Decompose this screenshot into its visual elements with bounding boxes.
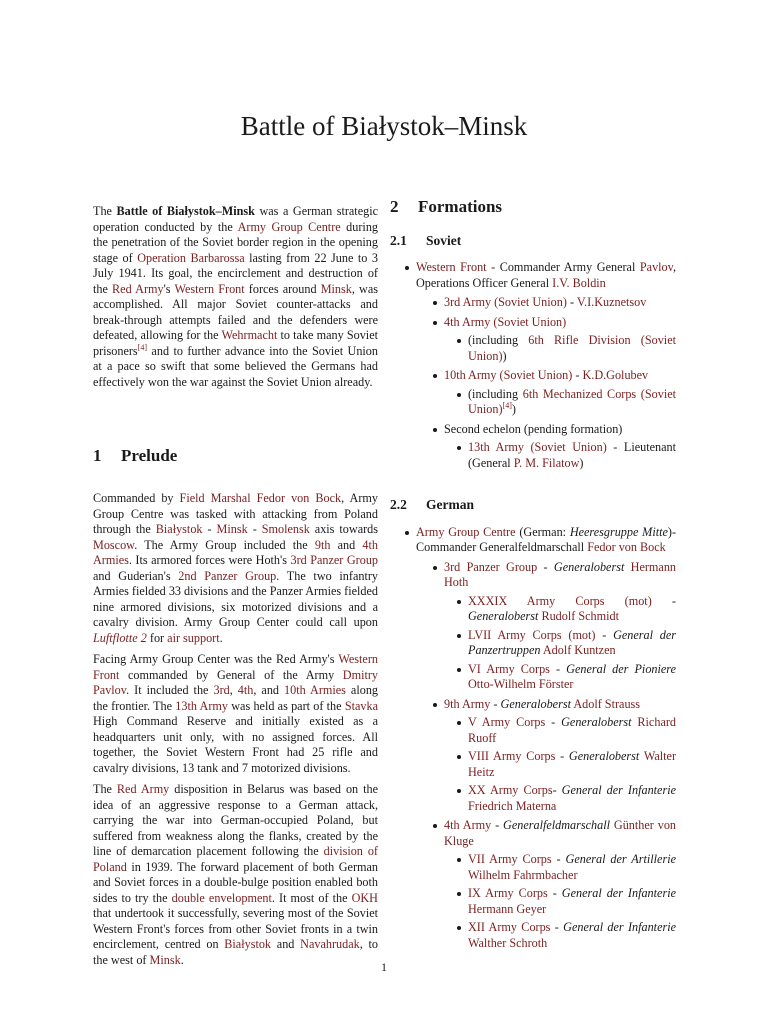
link-9th-army[interactable]: 9th [314,537,331,552]
link-kuznetsov[interactable]: V.I.Kuznetsov [576,295,647,309]
link-minsk[interactable]: Minsk [149,952,181,967]
german-formations-list [390,525,676,952]
list-item: XII Army Corps - General der Infanterie Walther Schroth [468,920,677,950]
link-luftflotte-2[interactable]: Luftflotte 2 [93,630,147,645]
link-fedor-von-bock[interactable]: Field Marshal Fedor von Bock [179,491,342,505]
link-operation-barbarossa[interactable]: Operation Barbarossa [137,250,245,265]
link-boldin[interactable]: I.V. Boldin [552,275,606,290]
link-2nd-panzer-group[interactable]: 2nd Panzer Group [178,568,277,583]
sub-list [444,333,676,364]
list-item: 4th Army - Generalfeldmarschall Günther von Kluge VII Army Corps - General der Artillerie Wilhelm Fahrmbacher IX Army Corps - General der Infanterie Hermann Geyer XII Army Corps - General der Infanterie Walther Schroth [444,818,677,950]
link-western-front[interactable]: Western Front [416,260,487,274]
list-item: Second echelon (pending formation) 13th Army (Soviet Union) - Lieutenant (General P. M. Filatow) [444,421,676,470]
link-ix-corps[interactable]: IX Army Corps [468,886,548,900]
link-6th-rifle-division[interactable]: 6th Rifle Division (Soviet Union) [468,333,676,363]
list-item: Western Front - Commander Army General Pavlov, Operations Officer General I.V. Boldin 3rd Army (Soviet Union) - V.I.Kuznetsov 4th Army (Soviet Union) (including 6th Rifle Division (Soviet Union)) 10th Army (Soviet Union) - K.D.Golubev (including 6th Mechanized Corps (Soviet Union)[4]) Second echelon (pending formation) 13th Army (Soviet Union) - Lieutenant (General P. M. Filatow) [416,260,676,470]
link-richard-ruoff[interactable]: Richard Ruoff [468,715,677,745]
link-10th-army-soviet[interactable]: 10th Army (Soviet Union) [444,368,573,382]
link-red-army[interactable]: Red Army [116,782,170,796]
link-red-army[interactable]: Red Army [112,281,164,296]
soviet-formations-list [390,260,676,471]
section-heading-formations: 2 Formations [390,197,503,216]
link-xxxix-corps[interactable]: XXXIX Army Corps (mot) [468,593,652,608]
link-double-envelopment[interactable]: double envelopment [171,890,272,905]
prelude-paragraph-1: Commanded by Field Marshal Fedor von Bock, Army Group Centre was tasked with attacking from Poland through the Białystok - Minsk - Smolensk axis towards Moscow. The Army Group included the 9th and 4th Armies. Its armored forces were Hoth's 3rd Panzer Group and Guderian's 2nd Panzer Group. The two infantry Armies fielded 33 divisions and the Panzer Armies fielded nine armored divisions, six motorized divisions and a cavalry division. Army Group Center could call upon Luftflotte 2 for air support. [93,491,379,645]
link-smolensk[interactable]: Smolensk [261,522,310,536]
link-gunther-von-kluge[interactable]: Günther von Kluge [444,818,677,848]
link-moscow[interactable]: Moscow [93,537,135,552]
link-otto-wilhelm-forster[interactable]: Otto-Wilhelm Förster [468,677,574,691]
link-lvii-corps[interactable]: LVII Army Corps (mot) [468,627,596,642]
link-army-group-centre[interactable]: Army Group Centre [237,219,341,234]
link-vi-corps[interactable]: VI Army Corps [468,661,550,676]
sub-list [444,387,676,418]
link-air-support[interactable]: air support [167,630,220,645]
intro-paragraph: The Battle of Białystok–Minsk was a German strategic operation conducted by the Army Group Centre during the penetration of the Soviet border region in the opening stage of Operation Barbarossa lasting from 22 June to 3 July 1941. Its goal, the encirclement and destruction of the Red Army's Western Front forces around Minsk, was accomplished. All major Soviet counter-attacks and break-through attempts failed and the defenders were defeated, allowing for the Wehrmacht to take many Soviet prisoners[4] and to further advance into the Soviet Union at a pace so swift that some believed the Germans had effectively won the war against the Soviet Union already. [93,204,379,389]
link-6th-mechanized-corps[interactable]: 6th Mechanized Corps (Soviet Union) [468,386,676,416]
list-item: (including 6th Mechanized Corps (Soviet Union)[4]) [468,386,676,416]
sub-list [444,440,676,471]
formations-column [390,199,676,951]
link-xii-corps[interactable]: XII Army Corps [468,920,551,934]
sub-list [444,852,676,951]
list-item: XXXIX Army Corps (mot) - Generaloberst Rudolf Schmidt [468,593,676,623]
link-division-of-poland[interactable]: division of Poland [93,844,378,874]
sub-list [444,594,676,693]
link-okh[interactable]: OKH [351,890,378,905]
reference-link[interactable]: [4] [502,400,512,410]
link-minsk[interactable]: Minsk [320,281,352,296]
link-golubev[interactable]: K.D.Golubev [582,368,649,382]
link-pavlov[interactable]: Pavlov [639,260,673,274]
link-4th-army-soviet[interactable]: 4th Army (Soviet Union) [444,314,567,329]
link-bialystok[interactable]: Białystok [224,937,272,951]
link-adolf-strauss[interactable]: Adolf Strauss [573,696,641,711]
link-bialystok[interactable]: Białystok [155,522,203,536]
subsection-heading-soviet: 2.1 Soviet [390,232,462,248]
german-armies-list [416,560,676,952]
link-walter-heitz[interactable]: Walter Heitz [468,749,677,779]
list-item: IX Army Corps - General der Infanterie Hermann Geyer [468,886,676,916]
list-item [444,315,676,365]
list-item: (including 6th Rifle Division (Soviet Union)) [468,333,676,363]
link-minsk[interactable]: Minsk [216,522,248,536]
list-item: VIII Army Corps - Generaloberst Walter Heitz [468,749,677,779]
link-rudolf-schmidt[interactable]: Rudolf Schmidt [541,609,619,623]
link-fedor-von-bock[interactable]: Fedor von Bock [587,540,666,554]
link-xx-corps[interactable]: XX Army Corps [468,783,553,797]
link-3rd-panzer-group[interactable]: 3rd Panzer Group [290,553,379,567]
list-item: 3rd Army (Soviet Union) - V.I.Kuznetsov [444,295,676,311]
sub-list [444,715,676,814]
section-heading-prelude: 1 Prelude [93,446,178,465]
list-item: 13th Army (Soviet Union) - Lieutenant (General P. M. Filatow) [468,440,676,470]
link-dmitry-pavlov[interactable]: Dmitry Pavlov [93,667,378,697]
link-10th-army[interactable]: 10th Armies [284,683,346,697]
list-item: Army Group Centre (German: Heeresgruppe Mitte)- Commander Generalfeldmarschall Fedor von Bock 3rd Panzer Group - Generaloberst Hermann Hoth XXXIX Army Corps (mot) - Generaloberst Rudolf Schmidt LVII Army Corps (mot) - General der Panzertruppen Adolf Kuntzen VI Army Corps - General der Pioniere Otto-Wilhelm Förster 9th Army - Generaloberst Adolf Strauss V Army Corps - Generaloberst Richard Ruoff VIII Army Corps - Generaloberst Walter Heitz XX Army Corps- General der Infanterie Friedrich Materna 4th Army - Generalfeldmarschall Günther von Kluge VII Army Corps - General der Artillerie Wilhelm Fahrmbacher IX Army Corps - General der Infanterie Hermann Geyer XII Army Corps - General der Infanterie Walther Schroth [416,524,677,950]
link-walther-schroth[interactable]: Walther Schroth [468,935,548,950]
link-filatow[interactable]: P. M. Filatow [513,455,580,470]
link-adolf-kuntzen[interactable]: Adolf Kuntzen [542,643,616,657]
link-western-front[interactable]: Western Front [93,652,378,682]
list-item: 3rd Panzer Group - Generaloberst Hermann Hoth XXXIX Army Corps (mot) - Generaloberst Rudolf Schmidt LVII Army Corps (mot) - General der Panzertruppen Adolf Kuntzen VI Army Corps - General der Pioniere Otto-Wilhelm Förster [444,559,677,691]
link-navahrudak[interactable]: Navahrudak [300,937,360,951]
list-item: VI Army Corps - General der Pioniere Otto-Wilhelm Förster [468,661,676,691]
link-3rd-panzer-group[interactable]: 3rd Panzer Group [444,559,538,574]
link-13th-army[interactable]: 13th Army [175,698,228,713]
link-v-corps[interactable]: V Army Corps [468,715,546,729]
link-vii-corps[interactable]: VII Army Corps [468,852,552,866]
list-item: V Army Corps - Generaloberst Richard Ruoff [468,715,677,745]
prelude-body [93,491,378,968]
intro-paragraph-block [93,204,378,390]
page-number: 1 [381,960,387,974]
list-item: XX Army Corps- General der Infanterie Friedrich Materna [468,783,676,813]
link-wehrmacht[interactable]: Wehrmacht [221,328,278,342]
link-stavka[interactable]: Stavka [344,698,378,713]
link-4th-army[interactable]: 4th [237,683,254,697]
link-army-group-centre[interactable]: Army Group Centre [416,524,516,539]
list-item: 10th Army (Soviet Union) - K.D.Golubev (including 6th Mechanized Corps (Soviet Union)[4]) [444,368,676,416]
reference-link[interactable]: [4] [137,342,148,352]
subsection-heading-german: 2.2 German [390,497,474,512]
page-title: Battle of Białystok–Minsk [240,111,528,141]
link-4th-army[interactable]: 4th Army [444,818,492,832]
list-item: LVII Army Corps (mot) - General der Panzertruppen Adolf Kuntzen [468,627,677,657]
list-item: 9th Army - Generaloberst Adolf Strauss V Army Corps - Generaloberst Richard Ruoff VIII Army Corps - Generaloberst Walter Heitz XX Army Corps- General der Infanterie Friedrich Materna [444,696,677,813]
list-item: VII Army Corps - General der Artillerie Wilhelm Fahrmbacher [468,852,676,882]
link-4th-army[interactable]: 4th Armies [93,537,378,567]
link-hermann-geyer[interactable]: Hermann Geyer [468,901,547,916]
link-3rd-army-soviet[interactable]: 3rd Army (Soviet Union) [444,295,567,309]
link-9th-army[interactable]: 9th Army [444,696,491,711]
link-wilhelm-fahrmbacher[interactable]: Wilhelm Fahrmbacher [468,867,578,882]
link-viii-corps[interactable]: VIII Army Corps [468,749,556,763]
link-western-front[interactable]: Western Front [174,281,245,296]
soviet-armies-list [416,295,676,471]
link-13th-army-soviet[interactable]: 13th Army (Soviet Union) [468,440,607,454]
link-friedrich-materna[interactable]: Friedrich Materna [468,798,557,813]
prelude-paragraph-2: Facing Army Group Center was the Red Army's Western Front commanded by General of the Army Dmitry Pavlov. It included the 3rd, 4th, and 10th Armies along the frontier. The 13th Army was held as part of the Stavka High Command Reserve and initially existed as a headquarters unit only, with no assigned forces. All together, the Soviet Western Front had 25 rifle and cavalry divisions, 13 tank and 7 motorized divisions. [93,652,379,775]
prelude-paragraph-3: The Red Army disposition in Belarus was based on the idea of an aggressive response to a German attack, carrying the war into German-occupied Poland, but suffered from weakness along the flanks, created by the line of demarcation placement following the division of Poland in 1939. The forward placement of both German and Soviet forces in a double-bulge position enabled both sides to try the double envelopment. It most of the OKH that undertook it successfully, severing most of the Soviet Western Front's forces from other Soviet fronts in a twin encirclement, centred on Białystok and Navahrudak, to the west of Minsk. [93,782,378,967]
link-3rd-army[interactable]: 3rd [213,683,230,697]
article-subject: Battle of Białystok–Minsk [116,204,255,218]
link-hermann-hoth[interactable]: Hermann Hoth [444,559,677,589]
